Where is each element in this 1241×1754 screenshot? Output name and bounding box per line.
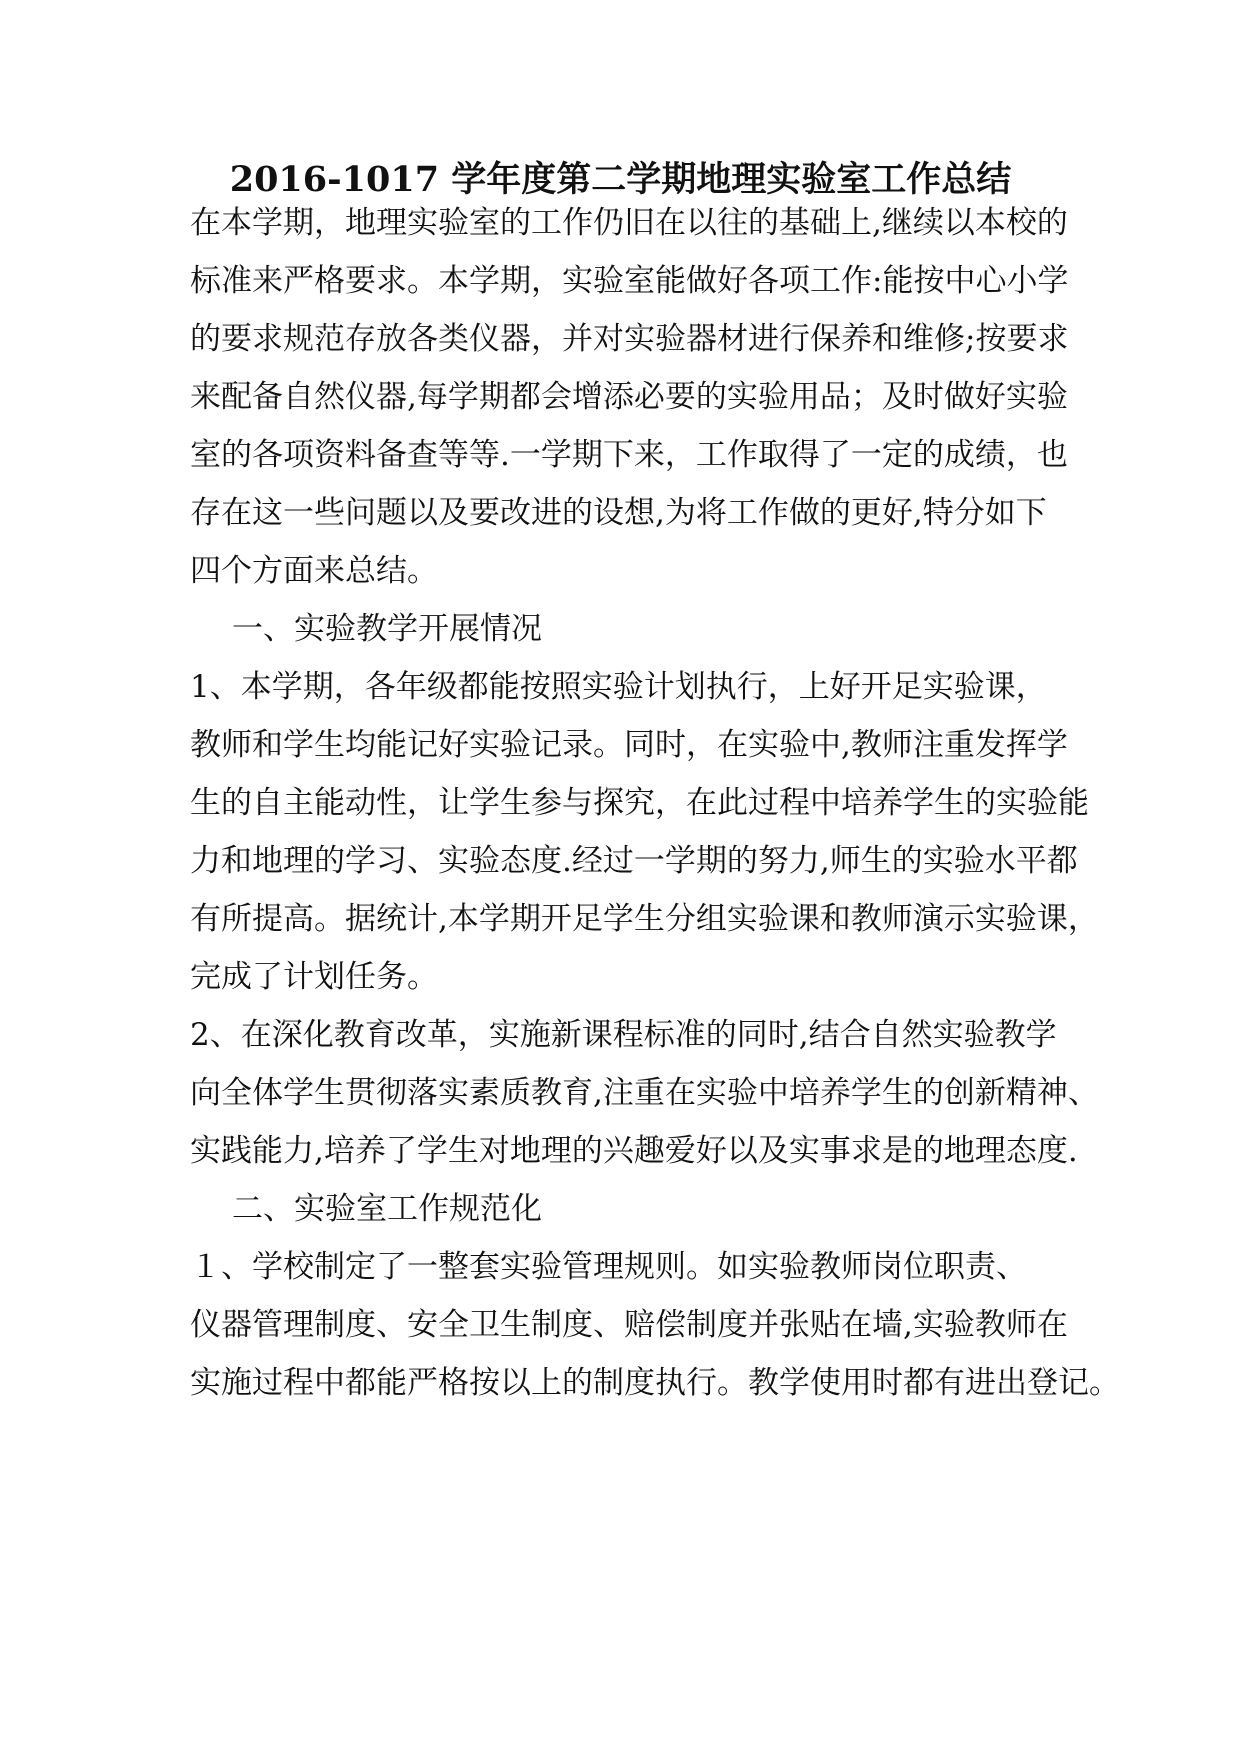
paragraph-line: 实践能力,培养了学生对地理的兴趣爱好以及实事求是的地理态度. — [190, 1133, 1078, 1169]
paragraph-line: 标准来严格要求。本学期，实验室能做好各项工作:能按中心小学 — [190, 263, 1069, 299]
paragraph-line: 实施过程中都能严格按以上的制度执行。教学使用时都有进出登记。 — [190, 1365, 1120, 1401]
paragraph-line: 来配备自然仪器,每学期都会增添必要的实验用品；及时做好实验 — [190, 379, 1068, 415]
document-title: 2016-1017 学年度第二学期地理实验室工作总结 — [229, 159, 1012, 200]
paragraph-line: 四个方面来总结。 — [190, 553, 438, 589]
paragraph-line: 1、本学期，各年级都能按照实验计划执行，上好开足实验课， — [190, 669, 1047, 705]
paragraph-line: 仪器管理制度、安全卫生制度、赔偿制度并张贴在墙,实验教师在 — [190, 1307, 1068, 1343]
paragraph-line: 2、在深化教育改革，实施新课程标准的同时,结合自然实验教学 — [190, 1017, 1057, 1053]
paragraph-line: 完成了计划任务。 — [190, 959, 438, 995]
paragraph-line: 教师和学生均能记好实验记录。同时，在实验中,教师注重发挥学 — [190, 727, 1068, 763]
paragraph-line: 力和地理的学习、实验态度.经过一学期的努力,师生的实验水平都 — [190, 843, 1078, 879]
paragraph-line: 有所提高。据统计,本学期开足学生分组实验课和教师演示实验课， — [190, 901, 1099, 937]
paragraph-line: 在本学期，地理实验室的工作仍旧在以往的基础上,继续以本校的 — [190, 205, 1068, 241]
section-heading-2: 二、实验室工作规范化 — [232, 1191, 542, 1227]
paragraph-line: 的要求规范存放各类仪器，并对实验器材进行保养和维修;按要求 — [190, 321, 1069, 357]
paragraph-line: 向全体学生贯彻落实素质教育,注重在实验中培养学生的创新精神、 — [190, 1075, 1099, 1111]
paragraph-line: 生的自主能动性，让学生参与探究，在此过程中培养学生的实验能 — [190, 785, 1089, 821]
section-heading-1: 一、实验教学开展情况 — [232, 611, 542, 647]
paragraph-line: １、学校制定了一整套实验管理规则。如实验教师岗位职责、 — [190, 1249, 1027, 1285]
paragraph-line: 室的各项资料备查等等.一学期下来，工作取得了一定的成绩，也 — [190, 437, 1068, 473]
paragraph-line: 存在这一些问题以及要改进的设想,为将工作做的更好,特分如下 — [190, 495, 1047, 531]
